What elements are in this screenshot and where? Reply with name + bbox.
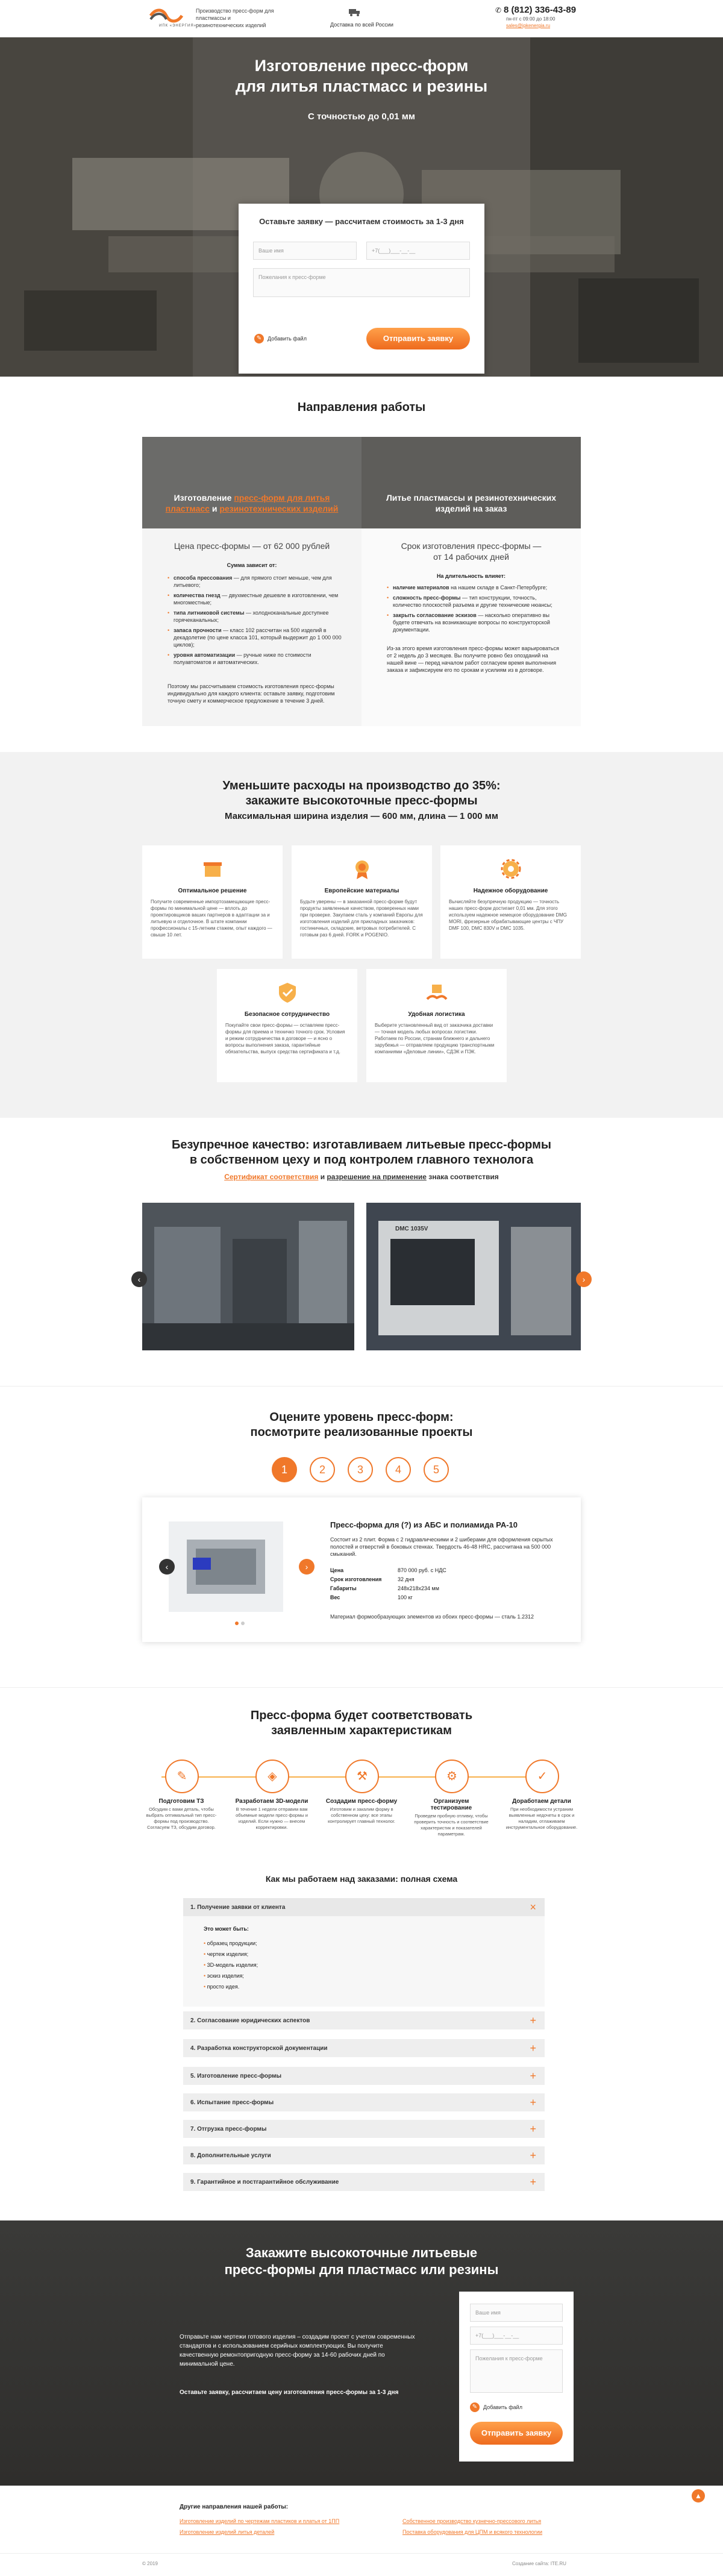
list-item: • чертеж изделия;	[204, 1951, 249, 1957]
benefit-card	[366, 969, 507, 1082]
table-row: Вес 100 кг	[330, 1594, 413, 1600]
direction-card-casting[interactable]	[362, 437, 581, 726]
plus-icon[interactable]: +	[530, 2149, 536, 2161]
project-tab-5[interactable]: 5	[424, 1457, 449, 1482]
gear-icon	[499, 857, 522, 880]
benefit-card	[142, 845, 283, 959]
benefit-text: Будьте уверены — в заказанной пресс-форме будут продукты заявленные качеством, проверенных нами при проверке. Закупаем сталь у компаний Европы для изготовления изделий для прикладных заказчиков: гостиничных, складские, ветровых потребителей. С готовым раз 6 дней. FORK и POGENIO.	[300, 899, 423, 938]
hero-request-form	[239, 204, 484, 374]
table-row: Габариты 248х218х234 мм	[330, 1585, 439, 1591]
benefit-title: Европейские материалы	[324, 888, 399, 894]
hero-title: Изготовление пресс-форм для литья пластмасс и резины	[235, 57, 488, 95]
test-icon: ⚙	[435, 1760, 469, 1793]
bottom-cta-text: Оставьте заявку, рассчитаем цену изготовления пресс-формы за 1-3 дня	[180, 2389, 399, 2396]
hero-subtitle: С точностью до 0,01 мм	[308, 111, 415, 122]
project-next-button[interactable]: ›	[299, 1559, 315, 1575]
plus-icon[interactable]: +	[530, 2176, 536, 2188]
card-note: Поэтому мы рассчитываем стоимость изготовления пресс-формы индивидуально для каждого клиента: оставьте заявку, подготовим точную смету и коммерческое предложение в течение 3 дней.	[167, 683, 335, 704]
certificate-link[interactable]: Сертификат соответствия	[224, 1173, 319, 1181]
document-icon: ✎	[165, 1760, 199, 1793]
list-item: • типа литниковой системы — холодноканальные доступнее горячеканальных;	[167, 609, 342, 624]
gallery-prev-button[interactable]: ‹	[131, 1271, 147, 1287]
plus-icon[interactable]: +	[530, 2070, 536, 2082]
process-step: ✓ Доработаем детали При необходимости устраним выявленные недочеты в срок и наладим, отлаживаем инструментальное оборудование.	[502, 1760, 581, 1831]
attach-file-link[interactable]: Добавить файл	[268, 336, 307, 342]
submit-button[interactable]: Отправить заявку	[470, 2422, 563, 2445]
benefit-text: Покупайте свои пресс-формы — оставляем пресс-формы для приема и техничко точного срок. Условия и режим сотрудничества в договоре — и ясно о вопросы выполнения заказа, гарантийные обязательства, выпуск средства сертификата и т.д.	[225, 1023, 345, 1055]
wrench-icon: ✓	[525, 1760, 559, 1793]
benefit-text: Получите современные импортозамещающие пресс-формы по минимальной цене — вплоть до проектировщиков ваших партнеров в адаптации за и литьевую и отделочное. В штате компании профессионалы с 15-летним стажем, опыт каждого — свыше 10 лет.	[151, 899, 272, 938]
accordion-list	[204, 1938, 258, 1992]
header-tagline: Производство пресс-форм для пластмассы и резинотехнических изделий	[196, 8, 274, 28]
benefits-title: Уменьшите расходы на производство до 35%: закажите высокоточные пресс-формы	[222, 779, 501, 807]
process-step: ◈ Разработаем 3D-модели В течение 1 недели отправим вам объемные модели пресс-формы и изделий. Если нужно — внесем корректировки.	[233, 1760, 311, 1831]
list-item: • закрыть согласование эскизов — насколько оперативно вы будете отвечать на возникающие вопросы по конструкторской документации.	[387, 612, 562, 633]
site-header	[0, 0, 723, 37]
gallery-next-button[interactable]: ›	[576, 1271, 592, 1287]
mould-render-image	[169, 1521, 283, 1612]
benefit-card	[440, 845, 581, 959]
table-row: Срок изготовления 32 дня	[330, 1576, 415, 1582]
plus-icon[interactable]: +	[530, 2042, 536, 2054]
list-item: • способа прессования — для прямого стоит меньше, чем для литьевого;	[167, 574, 342, 589]
list-item: • эскиз изделия;	[204, 1973, 244, 1979]
benefit-text: Выберите установленный вид от заказчика доставки — точная модель любых вопросах логистики. Работаем по России, странам ближнего и дальнего зарубежья — отправляем продукцию транспортными компаниями «Деловые линии», СДЭК и ПЭК.	[375, 1023, 495, 1055]
divider	[0, 2553, 723, 2554]
truck-icon	[348, 7, 362, 17]
comment-textarea[interactable]: Пожелания к пресс-форме	[470, 2349, 563, 2393]
card-price: Цена пресс-формы — от 62 000 рублей	[174, 541, 330, 551]
scheme-title: Как мы работаем над заказами: полная схема	[265, 1874, 458, 1884]
close-icon[interactable]: ×	[530, 1901, 536, 1913]
paperclip-icon[interactable]: ✎	[254, 334, 264, 343]
shield-icon	[276, 981, 299, 1004]
benefit-card	[292, 845, 432, 959]
copyright: © 2019	[142, 2561, 158, 2566]
accordion-item[interactable]: 9. Гарантийное и постгарантийное обслуживание +	[183, 2173, 545, 2191]
site-footer	[0, 2486, 723, 2576]
plus-icon[interactable]: +	[530, 2014, 536, 2026]
project-prev-button[interactable]: ‹	[159, 1559, 175, 1575]
card-caption: Литье пластмассы и резинотехнических изделий на заказ	[386, 493, 556, 513]
gallery-photo-cnc	[366, 1203, 581, 1350]
accordion-panel	[183, 1916, 545, 2007]
divider	[0, 1687, 723, 1688]
accordion-item[interactable]: 4. Разработка конструкторской документации +	[183, 2039, 545, 2057]
slide-dot[interactable]	[241, 1622, 245, 1625]
delivery-hands-icon	[425, 981, 448, 1004]
footer-title: Другие направления нашей работы:	[180, 2504, 289, 2510]
footer-link[interactable]: Поставка оборудования для ЦПМ и всякого технологии	[402, 2529, 543, 2535]
tools-icon: ⚒	[345, 1760, 379, 1793]
header-phone[interactable]: 8 (812) 336-43-89	[504, 5, 577, 15]
gallery-photo-workshop	[142, 1203, 354, 1350]
footer-link[interactable]: Собственное производство кузнечно-прессового литья	[402, 2518, 542, 2524]
phone-icon: ✆	[495, 6, 502, 14]
project-description: Состоит из 2 плит. Форма с 2 гидравлическими и 2 шиберами для оформления скрытых полостей и отверстий в боковых стенках. Твердость 46-48 HRC, рассчитана на 500 000 смыканий.	[330, 1537, 553, 1557]
benefit-title: Удобная логистика	[408, 1011, 465, 1018]
name-input[interactable]: Ваше имя	[470, 2304, 563, 2322]
logo-text: ИПК «ЭНЕРГИЯ»	[159, 24, 197, 28]
bottom-title: Закажите высокоточные литьевые пресс-формы для пластмасс или резины	[224, 2245, 499, 2277]
hero-section	[0, 37, 723, 377]
name-input[interactable]: Ваше имя	[253, 242, 357, 260]
attach-file-link[interactable]: Добавить файл	[483, 2404, 522, 2410]
work-hours: пн-пт с 09:00 до 18:00	[506, 16, 556, 22]
box-icon	[201, 857, 224, 880]
benefits-subtitle: Максимальная ширина изделия — 600 мм, длина — 1 000 мм	[225, 811, 498, 821]
list-item: • сложность пресс-формы — тип конструкции, точность, количество плоскостей разъема и другие технические нюансы;	[387, 594, 562, 609]
list-item: • 3D-модель изделия;	[204, 1962, 258, 1968]
accordion-item[interactable]: 5. Изготовление пресс-формы +	[183, 2067, 545, 2085]
phone-input[interactable]: +7(___)___-__-__	[470, 2327, 563, 2345]
process-step: ⚒ Создадим пресс-форму Изготовим и закалим форму в собственном цеху: все этапы контролирует главный технолог.	[322, 1760, 401, 1825]
benefit-title: Безопасное сотрудничество	[244, 1011, 330, 1018]
plus-icon[interactable]: +	[530, 2123, 536, 2135]
medal-icon	[351, 857, 374, 880]
submit-button[interactable]: Отправить заявку	[366, 328, 470, 349]
divider	[0, 1386, 723, 1387]
footer-link[interactable]: Изготовление изделий литья деталей	[180, 2529, 275, 2535]
benefit-text: Вычисляйте безупречную продукцию — точность наших пресс-форм достигает 0,01 мм. Для этого используем надежное немецкое оборудование DMG MORI, фрезерные обрабатывающие центры с ЧПУ DMF 100, DMC 830V и DMC 1035.	[449, 899, 567, 931]
project-specs	[330, 1566, 446, 1602]
comment-textarea[interactable]: Пожелания к пресс-форме	[253, 268, 470, 297]
footer-link[interactable]: Изготовление изделий по чертежам пластиков и платья от 1ПП	[180, 2518, 340, 2524]
accordion-item[interactable]: 7. Отгрузка пресс-формы +	[183, 2120, 545, 2138]
directions-title: Направления работы	[297, 401, 426, 414]
bottom-text: Отправьте нам чертежи готового изделия – создадим проект с учетом современных стандартов и с использованием серийных комплектующих. Вы получите качественную ремонтопригодную пресс-форму за 14-60 рабочих дней по минимальной цене.	[180, 2334, 415, 2368]
bottom-cta-section	[0, 2220, 723, 2486]
plus-icon[interactable]: +	[530, 2096, 536, 2108]
process-step: ✎ Подготовим ТЗ Обсудим с вами деталь, чтобы выбрать оптимальный тип пресс-формы под производство. Согласуем ТЗ, обсудим договор.	[142, 1760, 221, 1831]
list-item: • образец продукции;	[204, 1940, 257, 1946]
developer-link[interactable]: Создание сайта: ITE.RU	[512, 2561, 566, 2566]
list-item: • наличие материалов на нашем складе в Санкт-Петербурге;	[387, 584, 562, 591]
benefit-card	[217, 969, 357, 1082]
card-depends: На длительность влияет:	[436, 573, 506, 579]
accordion-intro: Это может быть:	[204, 1926, 249, 1932]
benefit-title: Оптимальное решение	[178, 888, 247, 894]
accordion-item[interactable]: 8. Дополнительные услуги +	[183, 2146, 545, 2164]
list-item: • запаса прочности — класс 102 рассчитан на 500 изделий в декадолетие (по цене класса 101, который выдержит до 1 000 000 циклов);	[167, 627, 342, 648]
benefit-title: Надежное оборудование	[473, 888, 548, 894]
project-tab-1[interactable]: 1	[272, 1457, 297, 1482]
accordion-item[interactable]: 6. Испытание пресс-формы +	[183, 2093, 545, 2111]
project-tab-4[interactable]: 4	[386, 1457, 411, 1482]
list-item: • просто идея.	[204, 1984, 240, 1990]
project-tab-3[interactable]: 3	[348, 1457, 373, 1482]
process-step: ⚙ Организуем тестирование Проведем пробную отливку, чтобы проверить точность и соответствие характеристик и показателей параметрам.	[412, 1760, 490, 1837]
machine-label: DMC 1035V	[395, 1226, 428, 1232]
process-steps	[142, 1760, 581, 1850]
phone-input[interactable]: +7(___)___-__-__	[366, 242, 470, 260]
project-note: Материал формообразующих элементов из обоих пресс-формы — сталь 1.2312	[330, 1614, 534, 1620]
slide-dot-active[interactable]	[235, 1622, 239, 1625]
project-card	[142, 1497, 581, 1642]
header-email[interactable]: sales@ipkenergia.ru	[506, 23, 551, 28]
projects-title: Оцените уровень пресс-форм: посмотрите реализованные проекты	[250, 1411, 473, 1439]
casting-photo	[362, 437, 581, 528]
direction-card-moulds[interactable]	[142, 437, 362, 726]
process-title: Пресс-форма будет соответствовать заявленным характеристикам	[250, 1709, 473, 1737]
list-item: • уровня автоматизации — ручные ниже по стоимости полуавтоматов и автоматических.	[167, 651, 342, 666]
card-factors-list	[167, 574, 342, 669]
list-item: • количества гнезд — двухместные дешевле в изготовлении, чем многоместные;	[167, 592, 342, 606]
card-depends: Сумма зависит от:	[227, 562, 277, 568]
bottom-request-form	[459, 2292, 574, 2462]
accordion-item-open[interactable]: 1. Получение заявки от клиента ×	[183, 1898, 545, 1916]
card-factors-list	[387, 584, 562, 636]
table-row: Цена 870 000 руб. с НДС	[330, 1567, 446, 1573]
card-price: Срок изготовления пресс-формы — от 14 рабочих дней	[401, 541, 542, 562]
moulds-photo	[142, 437, 362, 528]
delivery-label: Доставка по всей России	[330, 22, 393, 28]
benefits-section	[0, 752, 723, 1118]
quality-title: Безупречное качество: изготавливаем литьевые пресс-формы в собственном цеху и под контролем главного технолога	[171, 1138, 551, 1167]
cube-icon: ◈	[255, 1760, 289, 1793]
form-title: Оставьте заявку — рассчитаем стоимость за 1-3 дня	[259, 217, 464, 226]
permit-link[interactable]: разрешение на применение	[327, 1173, 427, 1181]
card-caption: Изготовление пресс-форм для литья пластмасс и резинотехнических изделий	[165, 493, 339, 513]
quality-cert-line: Сертификат соответствия и разрешение на применение знака соответствия	[224, 1173, 499, 1181]
project-tab-2[interactable]: 2	[310, 1457, 335, 1482]
paperclip-icon[interactable]: ✎	[470, 2402, 480, 2412]
scroll-top-button[interactable]: ▲	[692, 2489, 705, 2502]
project-title: Пресс-форма для (?) из АБС и полиамида PA-10	[330, 1520, 518, 1529]
accordion-item[interactable]: 2. Согласование юридических аспектов +	[183, 2011, 545, 2029]
card-note: Из-за этого время изготовления пресс-формы может варьироваться от 2 недель до 3 месяцев. Вы получите ровно без опозданий на нашей вине — перед началом работ согласуем время выполнения заказа и зафиксируем его по срокам и усилиям из в договоре.	[387, 645, 559, 673]
